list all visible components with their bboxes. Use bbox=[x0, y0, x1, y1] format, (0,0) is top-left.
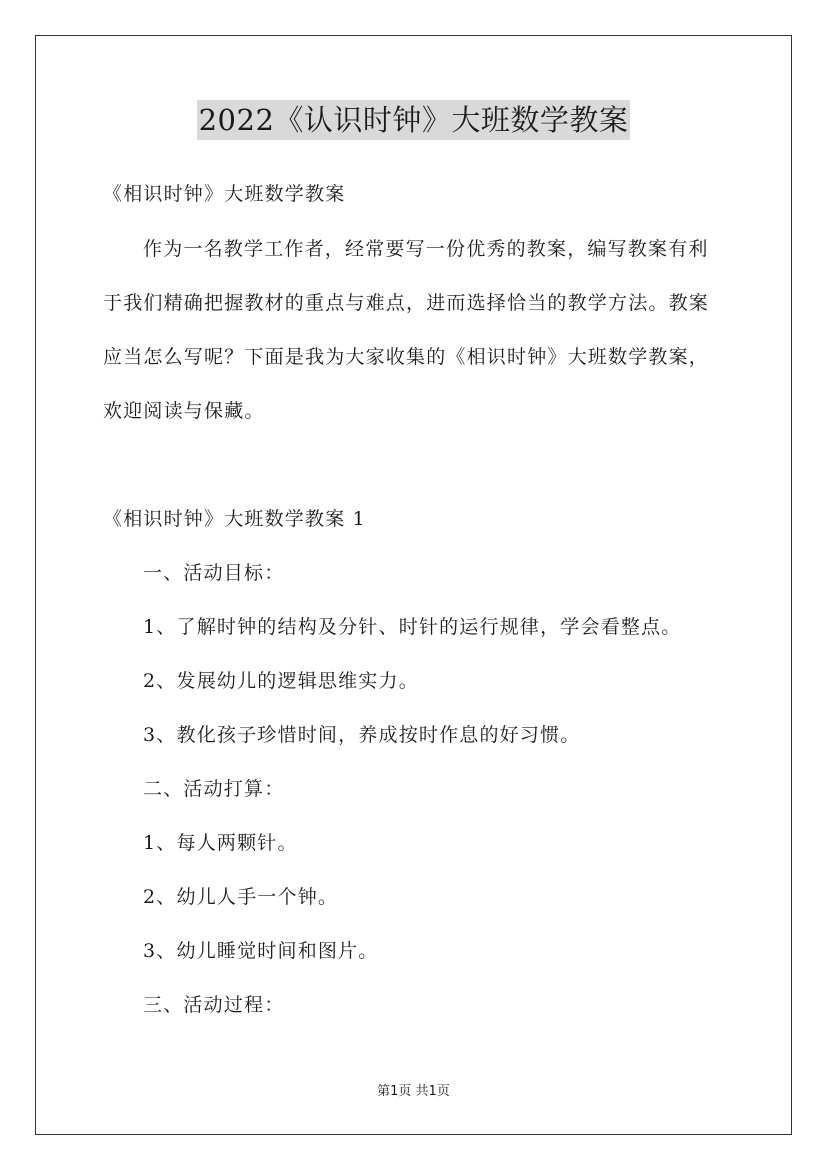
process-heading: 三、活动过程： bbox=[143, 994, 285, 1016]
objectives-heading: 一、活动目标： bbox=[143, 562, 285, 584]
objective-item-3: 3、教化孩子珍惜时间，养成按时作息的好习惯。 bbox=[143, 724, 581, 746]
section-heading: 《相识时钟》大班数学教案 1 bbox=[103, 508, 366, 530]
document-title: 2022《认识时钟》大班数学教案 bbox=[197, 100, 631, 140]
intro-line-3: 应当怎么写呢？下面是我为大家收集的《相识时钟》大班数学教案， bbox=[103, 346, 710, 368]
intro-line-2: 于我们精确把握教材的重点与难点，进而选择恰当的教学方法。教案 bbox=[103, 292, 710, 314]
title-container bbox=[0, 100, 827, 140]
objective-item-1: 1、了解时钟的结构及分针、时针的运行规律，学会看整点。 bbox=[143, 616, 682, 638]
preparation-item-1: 1、每人两颗针。 bbox=[143, 832, 298, 854]
intro-line-1: 作为一名教学工作者，经常要写一份优秀的教案，编写教案有利 bbox=[143, 238, 709, 260]
intro-line-4: 欢迎阅读与保藏。 bbox=[103, 400, 265, 422]
document-subtitle: 《相识时钟》大班数学教案 bbox=[103, 183, 346, 205]
preparation-heading: 二、活动打算： bbox=[143, 778, 285, 800]
preparation-item-2: 2、幼儿人手一个钟。 bbox=[143, 886, 339, 908]
objective-item-2: 2、发展幼儿的逻辑思维实力。 bbox=[143, 670, 419, 692]
page-footer: 第1页 共1页 bbox=[377, 1084, 450, 1099]
preparation-item-3: 3、幼儿睡觉时间和图片。 bbox=[143, 940, 379, 962]
